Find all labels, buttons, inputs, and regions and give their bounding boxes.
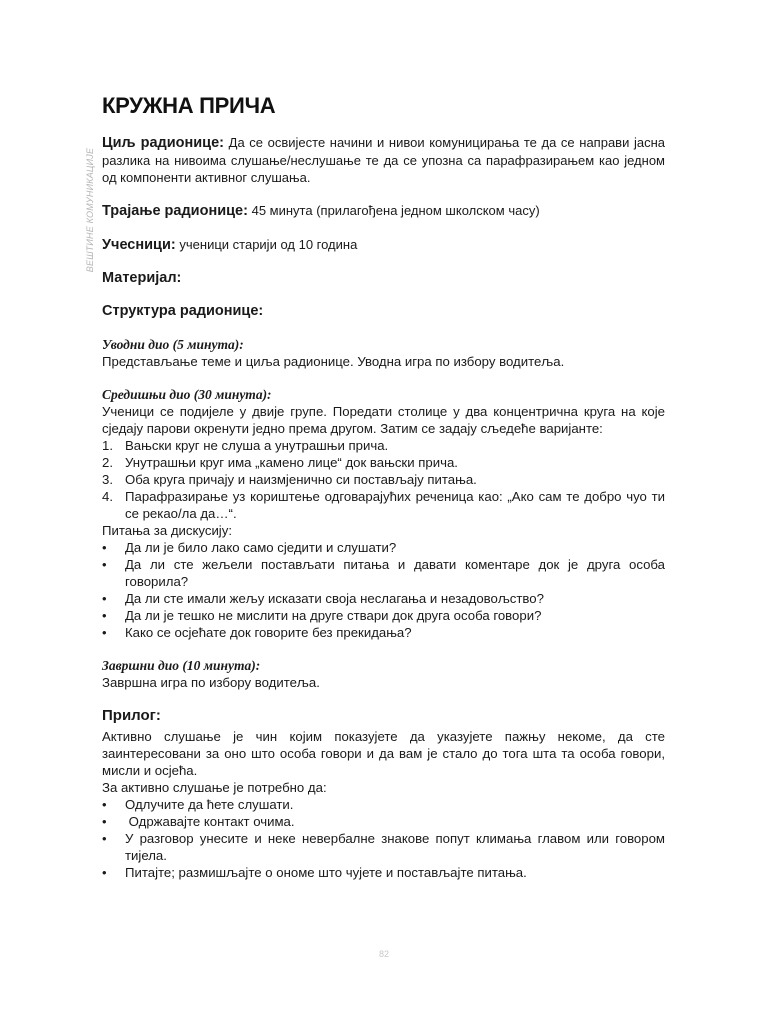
list-item — [102, 830, 665, 864]
list-item — [102, 488, 665, 522]
list-item-text: Да ли сте имали жељу исказати своја неслагања и незадовољство? — [125, 591, 544, 606]
list-item — [102, 624, 665, 641]
goal-label: Циљ радионице: — [102, 135, 224, 151]
bullet-icon: • — [102, 591, 107, 606]
middle-title: Средишњи дио (30 минута): — [102, 387, 272, 402]
side-section-label — [80, 147, 100, 273]
final-section — [102, 657, 665, 691]
list-item-text: Да ли је било лако само сједити и слушати? — [125, 540, 397, 555]
final-text: Завршна игра по избору водитеља. — [102, 675, 320, 690]
list-item-text: Питајте; размишљајте о ономе што чујете и постављајте питања. — [125, 865, 527, 880]
questions-label: Питања за дискусију: — [102, 523, 232, 538]
duration-label: Трајање радионице: — [102, 203, 248, 219]
list-item — [102, 590, 665, 607]
middle-section — [102, 386, 665, 641]
duration-value: 45 минута (прилагођена једном школском часу) — [251, 203, 540, 218]
side-section-label-text: ВЕШТИНЕ КОМУНИКАЦИЈЕ — [85, 147, 96, 273]
intro-text: Представљање теме и циља радионице. Уводна игра по избору водитеља. — [102, 354, 565, 369]
list-item — [102, 796, 665, 813]
list-marker: 3. — [102, 472, 113, 487]
goal-paragraph — [102, 134, 665, 186]
bullet-icon: • — [102, 797, 107, 812]
list-item-text: Парафразирање уз кориштење одговарајућих реченица као: „Ако сам те добро чуо ти се рекао/ла да…“. — [125, 489, 665, 521]
intro-title: Уводни дио (5 минута): — [102, 337, 244, 352]
bullet-icon: • — [102, 557, 107, 572]
page-number: 82 — [378, 949, 389, 959]
material-label: Материјал: — [102, 270, 182, 286]
list-item-text: Одлучите да ћете слушати. — [125, 797, 294, 812]
list-item — [102, 471, 665, 488]
page-content — [102, 92, 665, 881]
list-item — [102, 607, 665, 624]
middle-text: Ученици се подијеле у двије групе. Поредати столице у два концентрична круга на које сједају парови окренути једно према другом. Затим се задају сљедеће варијанте: — [102, 404, 665, 436]
list-item-text: Оба круга причају и наизмјенично си постављају питања. — [125, 472, 477, 487]
attachment-section — [102, 707, 665, 881]
attachment-text: Активно слушање је чин којим показујете да указујете пажњу некоме, да сте заинтересовани за оно што особа говори и да вам је стало до тога шта та особа говори, мисли и осјећа. — [102, 729, 665, 778]
bullet-icon: • — [102, 831, 107, 846]
list-item-text: Да ли је тешко не мислити на друге ствари док друга особа говори? — [125, 608, 542, 623]
bullet-icon: • — [102, 540, 107, 555]
participants-value: ученици старији од 10 година — [179, 237, 358, 252]
duration-line — [102, 202, 665, 220]
attachment-list — [102, 796, 665, 881]
list-item — [102, 813, 665, 830]
final-title: Завршни дио (10 минута): — [102, 658, 261, 673]
list-item — [102, 864, 665, 881]
list-marker: 4. — [102, 489, 113, 504]
list-item-text: У разговор унесите и неке невербалне знакове попут климања главом или говором тијела. — [125, 831, 665, 863]
list-item — [102, 539, 665, 556]
bullet-icon: • — [102, 865, 107, 880]
list-item-text: Вањски круг не слуша а унутрашњи прича. — [125, 438, 389, 453]
attachment-list-intro: За активно слушање је потребно да: — [102, 780, 327, 795]
goal-text: Да се освијесте начини и нивои комуницирања те да се направи јасна разлика на нивоима слушање/неслушање те да се упозна са парафразирањем као једном од компоненти активног слушања. — [102, 135, 665, 185]
bullet-icon: • — [102, 814, 107, 829]
list-item — [102, 437, 665, 454]
bullet-icon: • — [102, 625, 107, 640]
intro-section — [102, 336, 665, 370]
questions-list — [102, 539, 665, 641]
list-item — [102, 556, 665, 590]
list-item-text: Како се осјећате док говорите без прекидања? — [125, 625, 412, 640]
list-item-text: Да ли сте жељели постављати питања и давати коментаре док је друга особа говорила? — [125, 557, 665, 589]
list-marker: 2. — [102, 455, 113, 470]
list-item-text: Унутрашњи круг има „камено лице“ док вањски прича. — [125, 455, 458, 470]
page-title: КРУЖНА ПРИЧА — [102, 93, 276, 118]
bullet-icon: • — [102, 608, 107, 623]
list-marker: 1. — [102, 438, 113, 453]
attachment-label: Прилог: — [102, 707, 161, 724]
list-item-text: Одржавајте контакт очима. — [125, 814, 295, 829]
participants-line — [102, 236, 665, 254]
structure-label: Структура радионице: — [102, 303, 264, 319]
variants-list — [102, 437, 665, 522]
participants-label: Учесници: — [102, 237, 176, 253]
list-item — [102, 454, 665, 471]
